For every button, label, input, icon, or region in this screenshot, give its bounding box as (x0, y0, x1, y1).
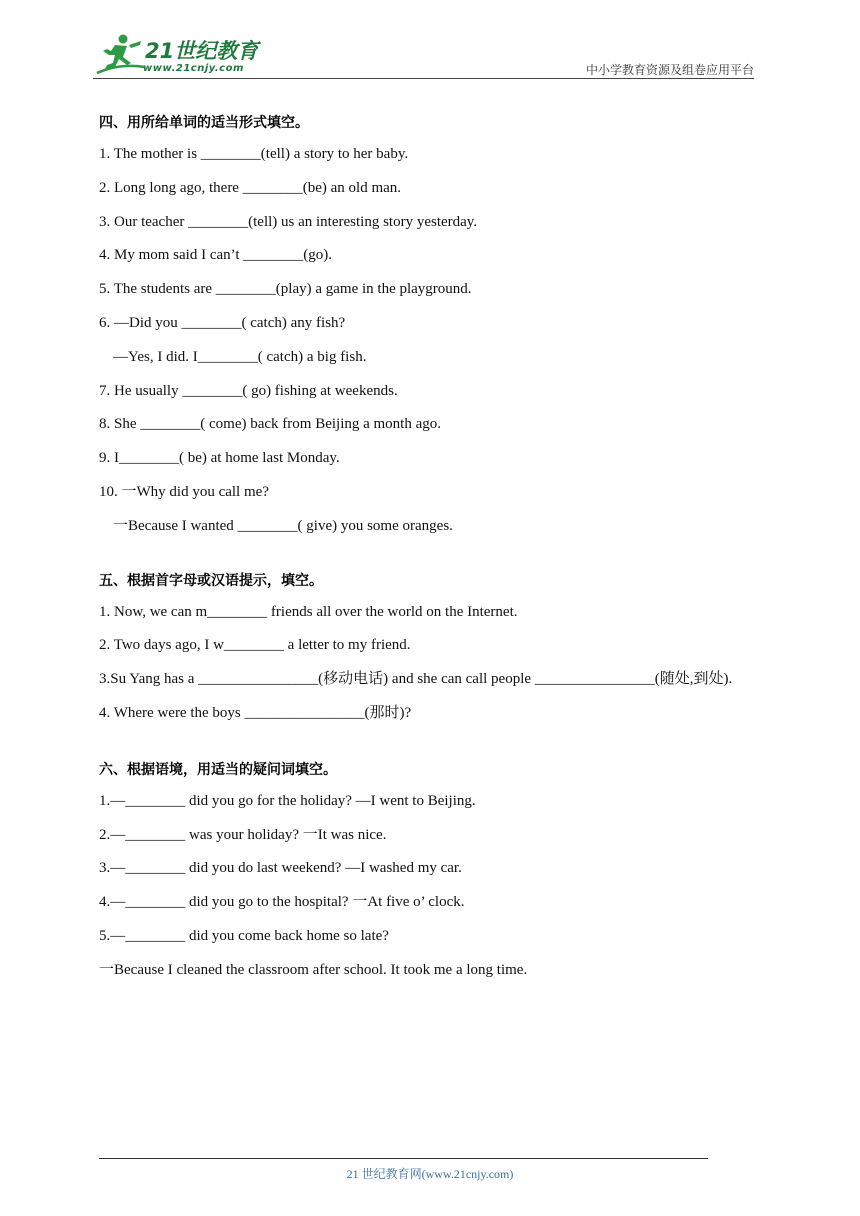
section-4-question: 6. —Did you ________( catch) any fish? (99, 314, 346, 331)
footer-text[interactable]: 21 世纪教育网(www.21cnjy.com) (346, 1167, 514, 1181)
section-5-title: 五、根据首字母或汉语提示，填空。 (99, 572, 323, 589)
runner-logo-icon (93, 33, 149, 77)
section-6-question: 4.—________ did you go to the hospital? 一At five o’ clock. (99, 894, 465, 911)
section-6-question: 3.—________ did you do last weekend? —I washed my car. (99, 860, 462, 877)
platform-name: 中小学教育资源及组卷应用平台 (585, 63, 754, 77)
section-6-question: 5.—________ did you come back home so late? (99, 927, 389, 944)
section-4-question: 2. Long long ago, there ________(be) an old man. (99, 179, 402, 196)
section-6-answer-line: 一Because I cleaned the classroom after school. It took me a long time. (99, 961, 528, 978)
section-6-question: 2.—________ was your holiday? 一It was nice. (99, 826, 387, 843)
section-4-question: 7. He usually ________( go) fishing at weekends. (99, 382, 398, 399)
section-6-question: 1.—________ did you go for the holiday? —I went to Beijing. (99, 792, 476, 809)
section-5-question: 4. Where were the boys ________________(那时)? (99, 704, 412, 721)
section-4-question: 8. She ________( come) back from Beijing a month ago. (99, 416, 442, 433)
section-4-title: 四、用所给单词的适当形式填空。 (99, 115, 309, 131)
section-4-question: 3. Our teacher ________(tell) us an interesting story yesterday. (99, 213, 478, 230)
page-header (0, 0, 860, 90)
section-4-question: 1. The mother is ________(tell) a story to her baby. (99, 146, 409, 162)
section-4-question: 5. The students are ________(play) a game in the playground. (99, 281, 472, 298)
section-5-question: 1. Now, we can m________ friends all over the world on the Internet. (99, 603, 518, 620)
logo-url-text: www.21cnjy.com (143, 63, 244, 74)
section-6-title: 六、根据语境，用适当的疑问词填空。 (99, 761, 337, 778)
section-5-question: 2. Two days ago, I w________ a letter to my friend. (99, 637, 411, 654)
section-4-answer-line: —Yes, I did. I________( catch) a big fish. (113, 348, 367, 365)
header-divider (93, 78, 754, 79)
logo-brand-text: 21世纪教育 (145, 39, 259, 63)
section-4-answer-line: 一Because I wanted ________( give) you some oranges. (113, 517, 453, 534)
site-logo[interactable] (93, 33, 263, 79)
section-4-question: 4. My mom said I can’t ________(go). (99, 247, 333, 264)
section-4-question: 9. I________( be) at home last Monday. (99, 450, 340, 467)
section-4-question: 10. 一Why did you call me? (99, 483, 269, 500)
worksheet-content (99, 108, 769, 988)
footer-divider (99, 1158, 708, 1159)
section-5-question: 3.Su Yang has a ________________(移动电话) and she can call people ________________(随处,到处). (99, 671, 733, 688)
